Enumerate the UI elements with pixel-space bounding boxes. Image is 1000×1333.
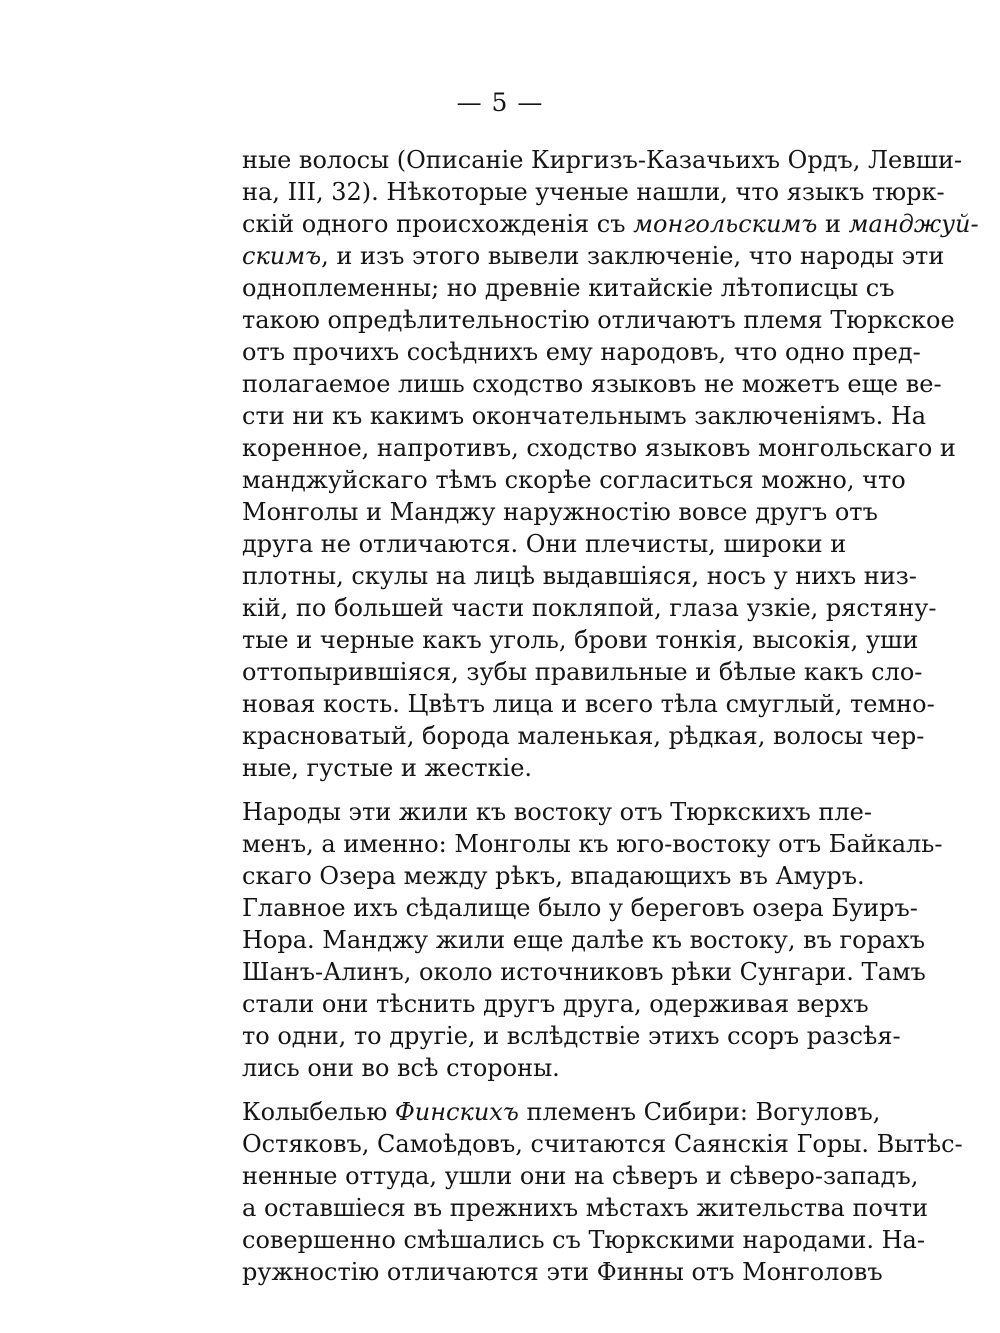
text-run: ные, густые и жесткіе. [242,754,533,782]
text-line [214,240,945,272]
text-run: кій, по большей части покляпой, глаза узкіе, рястяну- [242,594,937,622]
text-line [214,208,979,240]
text-run: плотны, скулы на лицѣ выдавшіяся, носъ у нихъ низ- [242,562,917,590]
text-line [214,796,872,828]
text-line [214,432,956,464]
text-line [214,1052,829,1084]
text-run: тые и черные какъ уголь, брови тонкія, высокія, уши [242,626,919,654]
text-line [214,828,943,860]
text-run: отъ прочихъ сосѣднихъ ему народовъ, что одно пред- [242,338,921,366]
page-number: — 5 — [456,88,544,117]
text-run: совершенно смѣшались съ Тюркскими народами. На- [242,1226,925,1254]
text-line [214,988,869,1020]
text-run: племенъ Сибири: Вогуловъ, [518,1098,881,1126]
italic-text: монгольскимъ [633,210,818,238]
text-line [214,368,942,400]
text-line [214,956,926,988]
text-run: скаго Озера между рѣкъ, впадающихъ въ Амуръ. [242,862,865,890]
text-line [214,272,895,304]
text-line [214,860,865,892]
text-line [214,1160,919,1192]
text-line [214,144,963,176]
text-run: одноплеменны; но древніе китайскіе лѣтописцы съ [242,274,895,302]
text-run: лись они во всѣ стороны. [242,1054,560,1082]
text-run: скій одного происхожденія съ [242,210,634,238]
text-run: оттопырившіяся, зубы правильные и бѣлые какъ сло- [242,658,923,686]
text-run: друга не отличаются. Они плечисты, широки и [242,530,847,558]
text-run: , и изъ этого вывели заключеніе, что народы эти [321,242,945,270]
text-line [214,924,926,956]
text-line [214,892,918,924]
text-run: красноватый, борода маленькая, рѣдкая, волосы чер- [242,722,925,750]
text-line [214,1020,901,1052]
text-run: ные волосы (Описаніе Киргизъ-Казачьихъ Ордъ, Левши- [242,146,963,174]
text-line [214,1224,925,1256]
text-line [214,528,847,560]
text-run: Монголы и Манджу наружностію вовсе другъ отъ [242,498,878,526]
text-run: Остяковъ, Самоѣдовъ, считаются Саянскія Горы. Вытѣс- [242,1130,963,1158]
text-run: такою опредѣлительностію отличаютъ племя Тюркское [242,306,955,334]
text-run: Народы эти жили къ востоку отъ Тюркскихъ пле- [242,798,872,826]
text-run: Колыбелью [242,1098,395,1126]
text-line [214,656,923,688]
italic-text: скимъ [242,242,322,270]
text-line [214,496,878,528]
text-line [214,1192,929,1224]
text-run: коренное, напротивъ, сходство языковъ монгольскаго и [242,434,956,462]
text-line [214,336,921,368]
paragraph [214,796,943,1084]
text-line [214,560,917,592]
text-line [214,1256,883,1288]
text-line [214,624,919,656]
text-run: ненные оттуда, ушли они на сѣверъ и сѣверо-западъ, [242,1162,919,1190]
text-run: Нора. Манджу жили еще далѣе къ востоку, въ горахъ [242,926,926,954]
italic-text: манджуй- [848,210,979,238]
body-text [214,144,979,1300]
paragraph [214,1096,963,1288]
text-run: а оставшіеся въ прежнихъ мѣстахъ жительства почти [242,1194,929,1222]
text-run: новая кость. Цвѣтъ лица и всего тѣла смуглый, темно- [242,690,935,718]
text-run: стали они тѣснить другъ друга, одерживая верхъ [242,990,869,1018]
text-line [214,304,955,336]
text-line [214,176,945,208]
text-line [214,1128,963,1160]
text-run: манджуйскаго тѣмъ скорѣе согласиться можно, что [242,466,906,494]
text-line [214,1096,881,1128]
text-run: на, III, 32). Нѣкоторые ученые нашли, что языкъ тюрк- [242,178,945,206]
text-run: Главное ихъ сѣдалище было у береговъ озера Буиръ- [242,894,918,922]
text-run: Шанъ-Алинъ, около источниковъ рѣки Сунгари. Тамъ [242,958,926,986]
text-run: ружностію отличаются эти Финны отъ Монголовъ [242,1258,883,1286]
text-run: сти ни къ какимъ окончательнымъ заключеніямъ. На [242,402,927,430]
text-line [214,688,935,720]
text-run: то одни, то другіе, и вслѣдствіе этихъ ссоръ разсѣя- [242,1022,901,1050]
text-run: и [817,210,849,238]
text-line [214,400,927,432]
paragraph [214,144,979,784]
text-line [214,464,906,496]
text-line [214,592,937,624]
text-line [214,720,925,752]
text-line [214,752,829,784]
text-run: менъ, а именно: Монголы къ юго-востоку отъ Байкаль- [242,830,943,858]
text-run: полагаемое лишь сходство языковъ не можетъ еще ве- [242,370,942,398]
italic-text: Финскихъ [394,1098,519,1126]
